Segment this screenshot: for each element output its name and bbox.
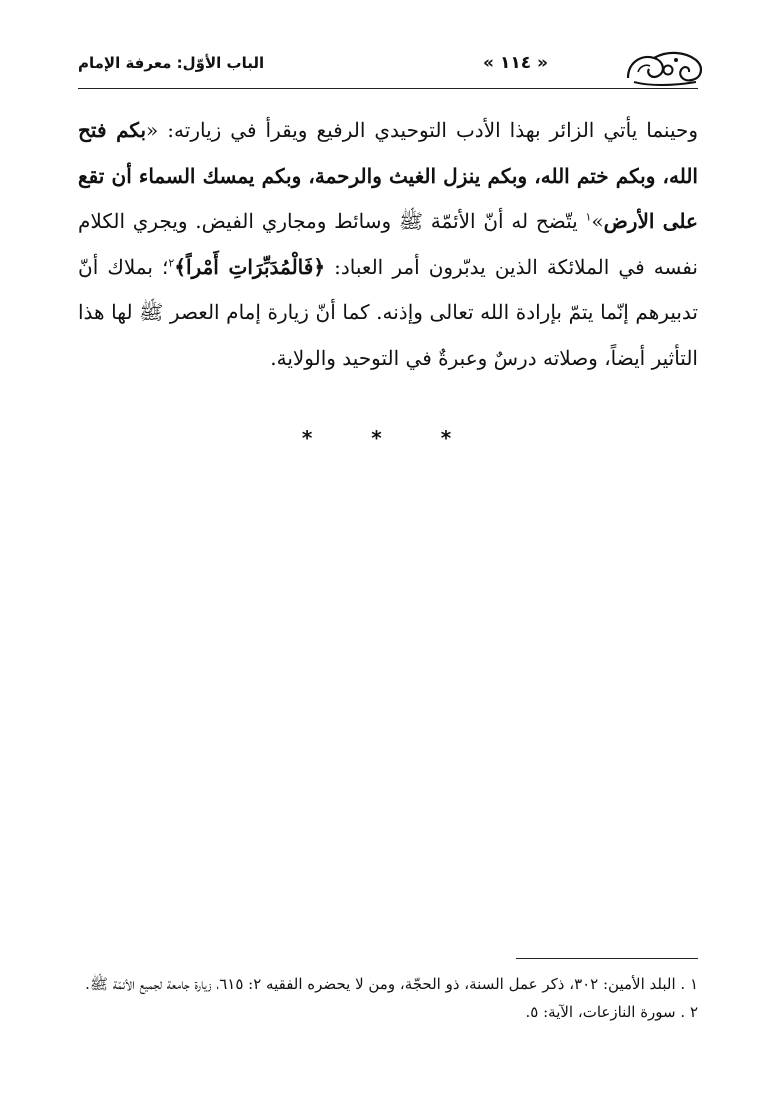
section-separator: * * * bbox=[301, 426, 478, 450]
ornament-icon bbox=[624, 48, 706, 88]
footnote-1: ١ . البلد الأمين: ٣٠٢، ذكر عمل السنة، ذو الحجّة، ومن لا يحضره الفقيه ٢: ٦١٥، زيارة جامعة لجميع الأئمّة ﷺ. bbox=[85, 975, 698, 993]
header-divider bbox=[78, 88, 698, 89]
footnote-2: ٢ . سورة النازعات، الآية: ٥. bbox=[525, 1003, 698, 1021]
quran-verse: ﴿فَالْمُدَبِّرَاتِ أَمْراً﴾ bbox=[174, 254, 326, 279]
page-number: « ١١٤ » bbox=[483, 53, 548, 73]
text-segment: وحينما يأتي الزائر بهذا الأدب التوحيدي الرفيع ويقرأ في زيارته: « bbox=[146, 118, 699, 142]
closing-quote: » bbox=[591, 209, 604, 233]
page-header bbox=[78, 48, 706, 88]
chapter-title: الباب الأوّل: معرفة الإمام bbox=[78, 54, 265, 72]
footnote-marker-2: ٢ bbox=[168, 255, 175, 269]
text-segment: يتّضح له أنّ الأئمّة ﷺ وسائط ومجاري الفيض. ويجري الكلام نفسه في الملائكة الذين يدبّرون أمر العباد: bbox=[78, 209, 698, 279]
footnotes bbox=[78, 970, 698, 1026]
text-segment: ؛ بملاك أنّ تدبيرهم إنّما يتمّ بإرادة الله تعالى وإذنه. كما أنّ زيارة إمام العصر ﷺ لها هذا التأثير أيضاً، وصلاته درسٌ وعبرةٌ في التوحيد والولاية. bbox=[78, 254, 698, 370]
footnote-divider bbox=[516, 958, 698, 959]
footnote-marker-1: ١ bbox=[585, 210, 592, 224]
quoted-ziyarat-text: بكم فتح الله، وبكم ختم الله، وبكم ينزل الغيث والرحمة، وبكم يمسك السماء أن تقع على الأرض bbox=[78, 118, 698, 233]
body-paragraph bbox=[78, 108, 698, 381]
